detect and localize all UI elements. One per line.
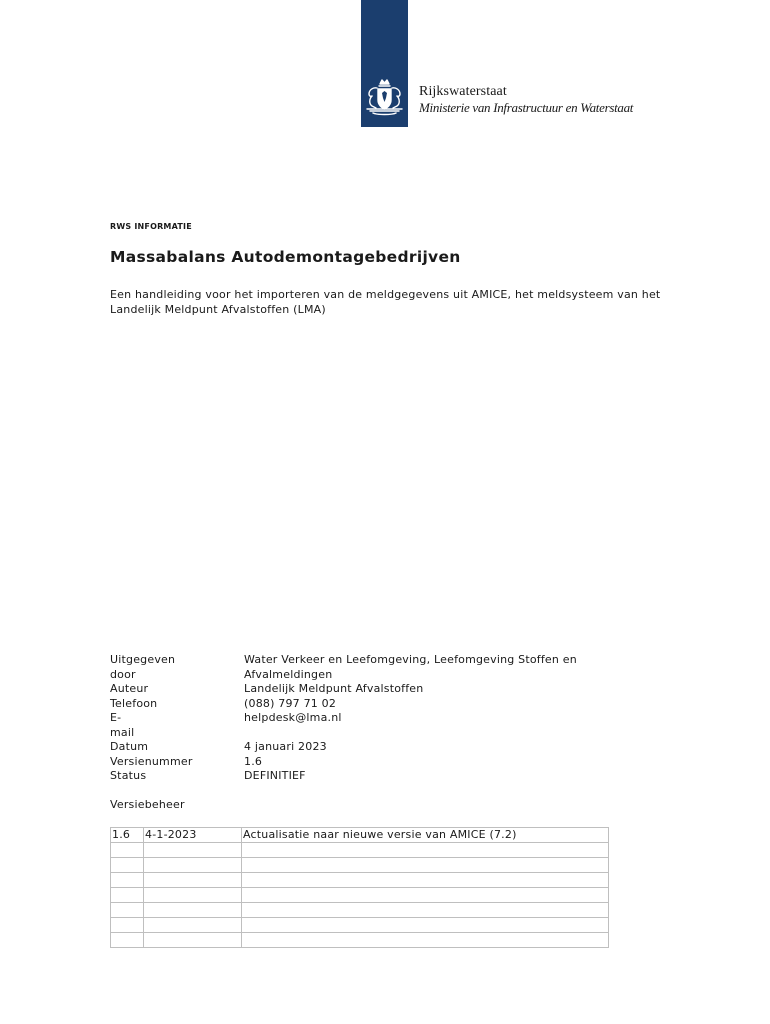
version-cell bbox=[111, 873, 144, 888]
meta-value: helpdesk@lma.nl bbox=[244, 711, 342, 725]
meta-label: Uitgegeven door bbox=[110, 653, 176, 681]
description-cell bbox=[242, 903, 609, 918]
meta-label: Status bbox=[110, 769, 147, 783]
version-cell bbox=[111, 918, 144, 933]
version-cell: 1.6 bbox=[111, 828, 144, 843]
meta-label: Versienummer bbox=[110, 754, 193, 768]
version-cell bbox=[111, 843, 144, 858]
table-row bbox=[111, 828, 609, 843]
description-cell bbox=[242, 888, 609, 903]
date-cell bbox=[144, 933, 242, 948]
meta-value: 4 januari 2023 bbox=[244, 740, 327, 753]
document-subtitle: Een handleiding voor het importeren van de meldgegevens uit AMICE, het meldsysteem van het Landelijk Meldpunt Afvalstoffen (LMA) bbox=[110, 288, 661, 316]
meta-label: Telefoon bbox=[110, 696, 158, 710]
table-row bbox=[111, 918, 609, 933]
table-row bbox=[111, 843, 609, 858]
royal-coat-of-arms-icon bbox=[363, 78, 406, 118]
document-title: Massabalans Autodemontagebedrijven bbox=[110, 248, 461, 266]
meta-value: DEFINITIEF bbox=[244, 769, 306, 783]
date-cell bbox=[144, 888, 242, 903]
date-cell bbox=[144, 873, 242, 888]
date-cell bbox=[144, 858, 242, 873]
logo-bar bbox=[361, 0, 408, 127]
date-cell bbox=[144, 918, 242, 933]
version-cell bbox=[111, 933, 144, 948]
meta-value: Water Verkeer en Leefomgeving, Leefomgeving Stoffen en Afvalmeldingen bbox=[244, 653, 577, 681]
version-history-table bbox=[110, 827, 609, 948]
logo-text bbox=[419, 84, 633, 116]
version-cell bbox=[111, 903, 144, 918]
description-cell bbox=[242, 918, 609, 933]
table-row bbox=[111, 903, 609, 918]
version-cell bbox=[111, 858, 144, 873]
description-cell bbox=[242, 873, 609, 888]
description-cell bbox=[242, 933, 609, 948]
table-row bbox=[111, 933, 609, 948]
version-cell bbox=[111, 888, 144, 903]
table-row bbox=[111, 888, 609, 903]
description-cell bbox=[242, 843, 609, 858]
meta-label: Datum bbox=[110, 740, 149, 753]
ministry-name: Ministerie van Infrastructuur en Waterstaat bbox=[419, 100, 634, 115]
meta-value: Landelijk Meldpunt Afvalstoffen bbox=[244, 682, 424, 696]
date-cell bbox=[144, 843, 242, 858]
meta-label: Auteur bbox=[110, 682, 149, 696]
description-cell bbox=[242, 858, 609, 873]
meta-value: (088) 797 71 02 bbox=[244, 696, 337, 710]
version-history-heading: Versiebeheer bbox=[110, 798, 185, 811]
meta-label: E-mail bbox=[110, 711, 135, 739]
table-row bbox=[111, 873, 609, 888]
table-row bbox=[111, 858, 609, 873]
date-cell: 4-1-2023 bbox=[144, 828, 242, 843]
date-cell bbox=[144, 903, 242, 918]
description-cell: Actualisatie naar nieuwe versie van AMICE (7.2) bbox=[242, 828, 609, 843]
meta-value: 1.6 bbox=[244, 754, 263, 768]
organization-name: Rijkswaterstaat bbox=[419, 84, 507, 99]
document-kicker: RWS INFORMATIE bbox=[110, 222, 192, 231]
